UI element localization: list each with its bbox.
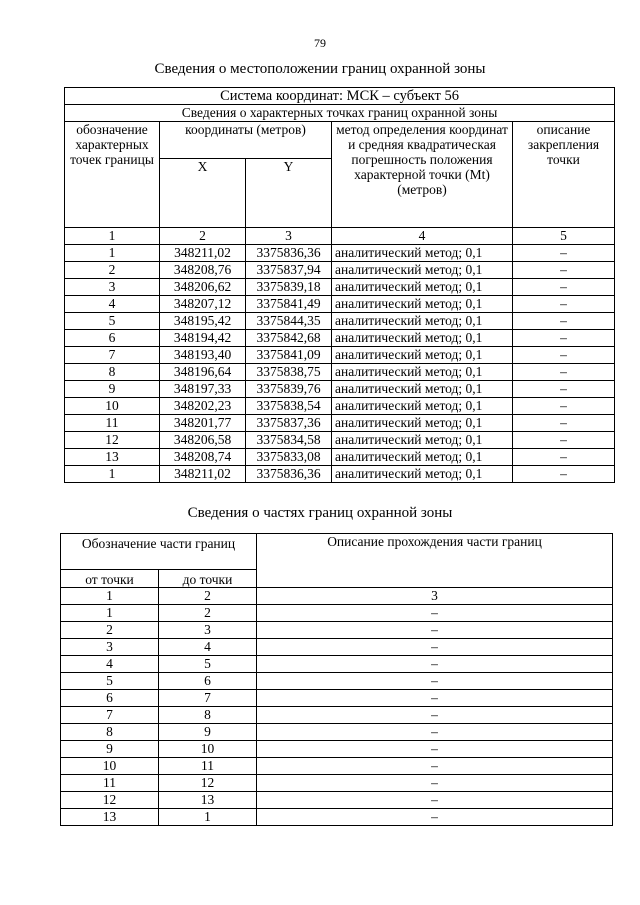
part-description: –: [257, 741, 613, 758]
col-number: 2: [159, 588, 257, 605]
header-part-designation: Обозначение части границ: [61, 534, 257, 570]
table-row: [61, 656, 613, 673]
table-row: [61, 707, 613, 724]
table-row: [65, 466, 615, 483]
method: аналитический метод; 0,1: [332, 398, 513, 415]
part-description: –: [257, 792, 613, 809]
to-point: 3: [159, 622, 257, 639]
header-designation: обозначение характерных точек границы: [65, 122, 160, 228]
table-subtitle: Сведения о характерных точках границ охранной зоны: [65, 105, 615, 122]
coord-x: 348201,77: [160, 415, 246, 432]
fix: –: [513, 432, 615, 449]
page-number: 79: [314, 36, 326, 50]
to-point: 9: [159, 724, 257, 741]
method: аналитический метод; 0,1: [332, 262, 513, 279]
table-row: [61, 809, 613, 826]
col-number: 3: [257, 588, 613, 605]
point-id: 7: [65, 347, 160, 364]
part-description: –: [257, 690, 613, 707]
coord-x: 348206,62: [160, 279, 246, 296]
table-row: [61, 673, 613, 690]
from-point: 2: [61, 622, 159, 639]
coord-y: 3375836,36: [246, 245, 332, 262]
from-point: 13: [61, 809, 159, 826]
method: аналитический метод; 0,1: [332, 381, 513, 398]
col-number: 5: [513, 228, 615, 245]
part-description: –: [257, 605, 613, 622]
fix: –: [513, 364, 615, 381]
table-row: [65, 415, 615, 432]
table-row: [65, 296, 615, 313]
from-point: 9: [61, 741, 159, 758]
table-row: [61, 775, 613, 792]
header-method: метод определения координат и средняя квадратическая погрешность положения характерной точки (Mt) (метров): [332, 122, 513, 228]
table-row: [65, 279, 615, 296]
coord-x: 348211,02: [160, 466, 246, 483]
part-description: –: [257, 639, 613, 656]
col-number: 2: [160, 228, 246, 245]
coord-x: 348196,64: [160, 364, 246, 381]
part-description: –: [257, 622, 613, 639]
table-row: [61, 639, 613, 656]
fix: –: [513, 262, 615, 279]
method: аналитический метод; 0,1: [332, 364, 513, 381]
from-point: 12: [61, 792, 159, 809]
fix: –: [513, 313, 615, 330]
coord-x: 348202,23: [160, 398, 246, 415]
coord-y: 3375834,58: [246, 432, 332, 449]
part-description: –: [257, 707, 613, 724]
boundary-points-table: [64, 87, 615, 483]
from-point: 5: [61, 673, 159, 690]
to-point: 13: [159, 792, 257, 809]
point-id: 5: [65, 313, 160, 330]
part-description: –: [257, 673, 613, 690]
from-point: 7: [61, 707, 159, 724]
fix: –: [513, 330, 615, 347]
from-point: 6: [61, 690, 159, 707]
table-row: [61, 758, 613, 775]
part-description: –: [257, 775, 613, 792]
table-row: [61, 724, 613, 741]
table-row: [65, 381, 615, 398]
point-id: 13: [65, 449, 160, 466]
fix: –: [513, 347, 615, 364]
coord-x: 348194,42: [160, 330, 246, 347]
table-row: [61, 792, 613, 809]
coord-y: 3375842,68: [246, 330, 332, 347]
coord-y: 3375844,35: [246, 313, 332, 330]
coord-y: 3375839,76: [246, 381, 332, 398]
from-point: 4: [61, 656, 159, 673]
coord-x: 348208,76: [160, 262, 246, 279]
method: аналитический метод; 0,1: [332, 279, 513, 296]
to-point: 12: [159, 775, 257, 792]
to-point: 11: [159, 758, 257, 775]
point-id: 3: [65, 279, 160, 296]
method: аналитический метод; 0,1: [332, 347, 513, 364]
coord-x: 348211,02: [160, 245, 246, 262]
header-to: до точки: [159, 570, 257, 588]
col-number: 1: [65, 228, 160, 245]
method: аналитический метод; 0,1: [332, 330, 513, 347]
parts-title: Сведения о частях границ охранной зоны: [187, 505, 453, 521]
method: аналитический метод; 0,1: [332, 313, 513, 330]
fix: –: [513, 245, 615, 262]
coord-x: 348197,33: [160, 381, 246, 398]
part-description: –: [257, 758, 613, 775]
method: аналитический метод; 0,1: [332, 449, 513, 466]
coord-x: 348206,58: [160, 432, 246, 449]
method: аналитический метод; 0,1: [332, 415, 513, 432]
coord-x: 348193,40: [160, 347, 246, 364]
to-point: 10: [159, 741, 257, 758]
table-row: [61, 622, 613, 639]
point-id: 1: [65, 245, 160, 262]
point-id: 4: [65, 296, 160, 313]
col-number: 1: [61, 588, 159, 605]
point-id: 8: [65, 364, 160, 381]
point-id: 12: [65, 432, 160, 449]
from-point: 11: [61, 775, 159, 792]
point-id: 9: [65, 381, 160, 398]
header-y: Y: [246, 159, 332, 228]
from-point: 3: [61, 639, 159, 656]
part-description: –: [257, 656, 613, 673]
to-point: 4: [159, 639, 257, 656]
header-fix: описание закрепления точки: [513, 122, 615, 228]
location-title: Сведения о местоположении границ охранной зоны: [154, 61, 486, 77]
point-id: 1: [65, 466, 160, 483]
part-description: –: [257, 809, 613, 826]
header-part-description: Описание прохождения части границ: [257, 534, 613, 588]
table-row: [65, 330, 615, 347]
to-point: 8: [159, 707, 257, 724]
from-point: 8: [61, 724, 159, 741]
coord-y: 3375839,18: [246, 279, 332, 296]
method: аналитический метод; 0,1: [332, 466, 513, 483]
fix: –: [513, 466, 615, 483]
table-row: [65, 398, 615, 415]
coord-y: 3375837,36: [246, 415, 332, 432]
coord-x: 348195,42: [160, 313, 246, 330]
coord-y: 3375833,08: [246, 449, 332, 466]
to-point: 6: [159, 673, 257, 690]
point-id: 11: [65, 415, 160, 432]
fix: –: [513, 415, 615, 432]
table-row: [65, 432, 615, 449]
header-coords: координаты (метров): [160, 122, 332, 159]
coordinate-system: Система координат: МСК – субъект 56: [65, 88, 615, 105]
fix: –: [513, 279, 615, 296]
boundary-parts-table: [60, 533, 613, 826]
from-point: 1: [61, 605, 159, 622]
table-row: [65, 313, 615, 330]
coord-y: 3375837,94: [246, 262, 332, 279]
to-point: 2: [159, 605, 257, 622]
fix: –: [513, 381, 615, 398]
fix: –: [513, 449, 615, 466]
method: аналитический метод; 0,1: [332, 296, 513, 313]
coord-y: 3375836,36: [246, 466, 332, 483]
fix: –: [513, 296, 615, 313]
from-point: 10: [61, 758, 159, 775]
col-number: 4: [332, 228, 513, 245]
to-point: 1: [159, 809, 257, 826]
coord-y: 3375841,09: [246, 347, 332, 364]
point-id: 10: [65, 398, 160, 415]
table-row: [61, 741, 613, 758]
method: аналитический метод; 0,1: [332, 432, 513, 449]
table-row: [65, 449, 615, 466]
coord-x: 348207,12: [160, 296, 246, 313]
table-row: [61, 690, 613, 707]
coord-y: 3375838,75: [246, 364, 332, 381]
to-point: 7: [159, 690, 257, 707]
table-row: [65, 262, 615, 279]
table-row: [65, 364, 615, 381]
col-number: 3: [246, 228, 332, 245]
table-row: [65, 347, 615, 364]
header-from: от точки: [61, 570, 159, 588]
method: аналитический метод; 0,1: [332, 245, 513, 262]
point-id: 6: [65, 330, 160, 347]
table-row: [65, 245, 615, 262]
to-point: 5: [159, 656, 257, 673]
header-x: X: [160, 159, 246, 228]
coord-x: 348208,74: [160, 449, 246, 466]
coord-y: 3375841,49: [246, 296, 332, 313]
coord-y: 3375838,54: [246, 398, 332, 415]
part-description: –: [257, 724, 613, 741]
table-row: [61, 605, 613, 622]
fix: –: [513, 398, 615, 415]
point-id: 2: [65, 262, 160, 279]
